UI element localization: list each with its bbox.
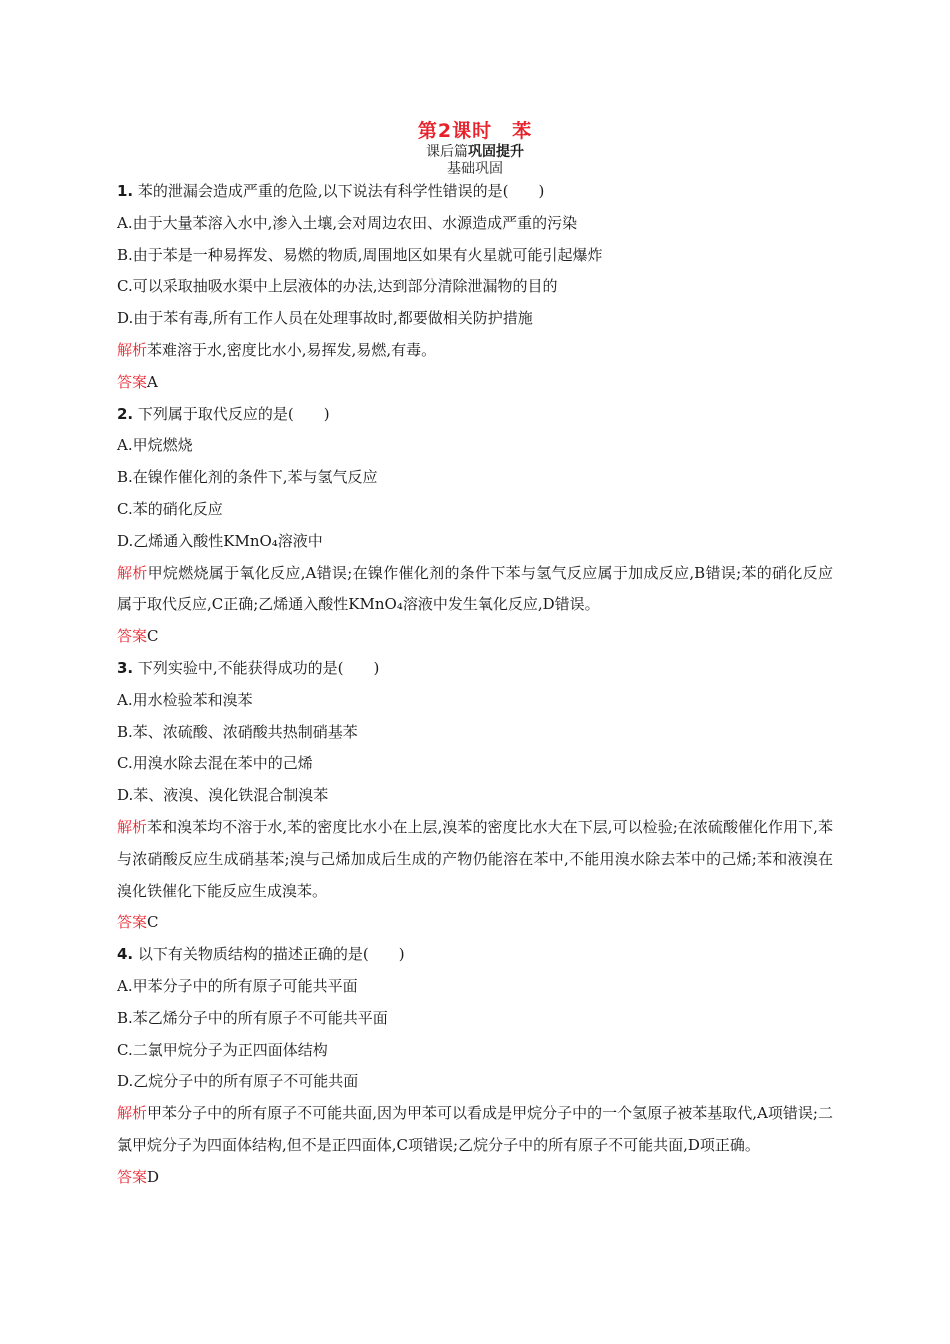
option-b: B.在镍作催化剂的条件下,苯与氢气反应 <box>117 468 378 487</box>
option-c: C.苯的硝化反应 <box>117 499 223 518</box>
analysis-text: 苯和溴苯均不溶于水,苯的密度比水小在上层,溴苯的密度比水大在下层,可以检验;在浓硫酸催化作用下,苯与浓硝酸反应生成硝基苯;溴与己烯加成后生成的产物仍能溶在苯中,不能用溴水除去苯中的己烯;苯和液溴在溴化铁催化下能反应生成溴苯。 <box>117 817 833 900</box>
question-number: 1. <box>117 182 134 200</box>
answer-value: A <box>147 372 158 391</box>
question-stem <box>117 399 833 431</box>
answer <box>117 621 833 653</box>
analysis-text: 苯难溶于水,密度比水小,易挥发,易燃,有毒。 <box>147 340 437 359</box>
option-a: A.甲烷燃烧 <box>117 436 193 455</box>
option-c: C.二氯甲烷分子为正四面体结构 <box>117 1040 328 1059</box>
question-text: 下列实验中,不能获得成功的是( ) <box>133 658 380 677</box>
section-heading: 基础巩固 <box>447 161 503 177</box>
analysis-text: 甲烷燃烧属于氧化反应,A错误;在镍作催化剂的条件下苯与氢气反应属于加成反应,B错误;苯的硝化反应属于取代反应,C正确;乙烯通入酸性KMnO₄溶液中发生氧化反应,D错误。 <box>117 563 833 614</box>
question-text: 苯的泄漏会造成严重的危险,以下说法有科学性错误的是( ) <box>133 182 545 200</box>
option-a: A.由于大量苯溶入水中,渗入土壤,会对周边农田、水源造成严重的污染 <box>117 213 578 232</box>
analysis <box>117 558 833 622</box>
option-d: D.苯、液溴、溴化铁混合制溴苯 <box>117 786 329 805</box>
subtitle-prefix: 课后篇 <box>426 144 468 160</box>
option-d: D.乙烷分子中的所有原子不可能共面 <box>117 1072 359 1091</box>
question-number: 4. <box>117 945 134 964</box>
question-3 <box>117 653 833 939</box>
answer <box>117 1162 833 1194</box>
page-subtitle <box>117 143 833 161</box>
answer <box>117 907 833 939</box>
page-title: 第2课时 苯 <box>417 120 533 142</box>
question-text: 以下有关物质结构的描述正确的是( ) <box>133 945 405 964</box>
analysis-label: 解析 <box>117 1104 148 1123</box>
option-d: D.由于苯有毒,所有工作人员在处理事故时,都要做相关防护措施 <box>117 309 533 328</box>
option-b: B.苯、浓硫酸、浓硝酸共热制硝基苯 <box>117 722 358 741</box>
question-list <box>117 176 833 1194</box>
option-a: A.甲苯分子中的所有原子可能共平面 <box>117 976 358 995</box>
question-text: 下列属于取代反应的是( ) <box>133 404 330 423</box>
question-2 <box>117 399 833 653</box>
option-c: C.可以采取抽吸水渠中上层液体的办法,达到部分清除泄漏物的目的 <box>117 277 558 296</box>
analysis-label: 解析 <box>117 817 148 836</box>
analysis <box>117 812 833 907</box>
subtitle-bold: 巩固提升 <box>468 144 524 160</box>
option-b: B.由于苯是一种易挥发、易燃的物质,周围地区如果有火星就可能引起爆炸 <box>117 245 603 264</box>
answer <box>117 367 833 399</box>
answer-label: 答案 <box>117 627 148 646</box>
analysis-label: 解析 <box>117 340 148 359</box>
analysis-text: 甲苯分子中的所有原子不可能共面,因为甲苯可以看成是甲烷分子中的一个氢原子被苯基取代,A项错误;二氯甲烷分子为四面体结构,但不是正四面体,C项错误;乙烷分子中的所有原子不可能共面,D项正确。 <box>117 1104 833 1154</box>
question-stem <box>117 939 833 971</box>
answer-value: C <box>147 627 159 646</box>
question-number: 3. <box>117 658 134 677</box>
question-number: 2. <box>117 404 134 423</box>
answer-value: C <box>147 913 159 932</box>
answer-value: D <box>147 1167 160 1186</box>
analysis <box>117 1098 833 1162</box>
option-d: D.乙烯通入酸性KMnO₄溶液中 <box>117 531 323 550</box>
answer-label: 答案 <box>117 1167 148 1186</box>
analysis <box>117 335 833 367</box>
analysis-label: 解析 <box>117 563 148 582</box>
option-a: A.用水检验苯和溴苯 <box>117 690 253 709</box>
question-1 <box>117 176 833 399</box>
question-stem <box>117 653 833 685</box>
answer-label: 答案 <box>117 913 148 932</box>
question-stem <box>117 176 833 208</box>
option-c: C.用溴水除去混在苯中的己烯 <box>117 754 313 773</box>
question-4 <box>117 939 833 1193</box>
answer-label: 答案 <box>117 372 148 391</box>
option-b: B.苯乙烯分子中的所有原子不可能共平面 <box>117 1008 388 1027</box>
